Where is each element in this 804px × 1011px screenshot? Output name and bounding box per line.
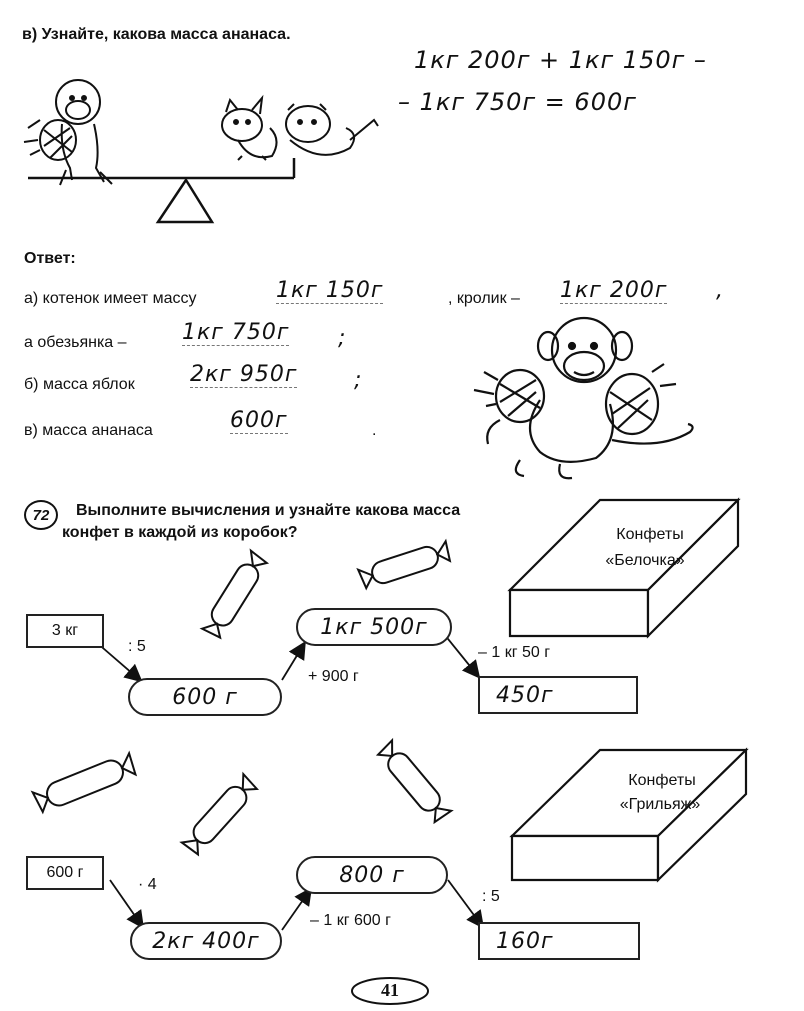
answer-monkey-mass: 1кг 750г [182,320,290,345]
answer-kitten-mass: 1кг 150г [276,278,384,303]
answer-title: Ответ: [24,250,76,267]
box1-label-line-1: Конфеты [616,526,684,543]
chain1-result1: 600 г [172,684,238,710]
chain2-result2-pill [296,856,448,894]
answer-monkey-label: а обезьянка – [24,334,127,351]
chain2-start-value: 600 г [46,864,84,881]
monkey-with-pineapple-illustration [24,80,112,185]
kitten-and-rabbit-illustration [222,98,378,160]
answer-rabbit-mass: 1кг 200г [560,278,668,303]
task-number: 72 [32,506,50,524]
box2-label-line-2: «Грильяж» [619,796,701,813]
chain2-op2: – 1 кг 600 г [310,912,391,929]
page-number: 41 [381,980,399,1000]
answer-pineapple-mass: 600г [230,408,288,433]
task-number-badge [24,500,58,530]
chain1-op2: + 900 г [308,668,359,685]
box2-label-line-1: Конфеты [628,772,696,789]
answer-v-label: в) масса ананаса [24,422,153,439]
chain1-result2: 1кг 500г [320,614,428,640]
chain2-result1: 2кг 400г [152,928,260,954]
monkey-with-apples-illustration [474,318,693,478]
task-text-line-1: Выполните вычисления и узнайте какова масса [76,502,461,519]
answer-b-label: б) масса яблок [24,376,135,393]
chain2-result3-box [478,922,640,960]
calc-line-1: 1кг 200г + 1кг 150г – [414,46,707,74]
chain1-result1-pill [128,678,282,716]
chain1-op1: : 5 [128,638,146,655]
answer-v-period: . [372,422,377,439]
answer-rabbit-label: , кролик – [448,290,520,307]
section-v-heading: в) Узнайте, какова масса ананаса. [22,26,291,43]
answer-a-prefix: а) котенок имеет массу [24,290,197,307]
answer-apples-mass: 2кг 950г [190,362,298,387]
balance-scale-illustration [28,158,294,222]
chain1-result2-pill [296,608,452,646]
chain2-start-box [26,856,104,890]
chain2-op1: · 4 [138,876,157,893]
chain1-start-box [26,614,104,648]
chain1-result3: 450г [496,682,554,708]
chain2-result3: 160г [496,928,554,954]
candy-box-grilyazh-illustration [512,750,746,880]
chain2-op3: : 5 [482,888,500,905]
chain1-result3-box [478,676,638,714]
chain2-result2: 800 г [339,862,405,888]
task-text-line-2: конфет в каждой из коробок? [62,524,298,541]
answer-a-comma: , [716,278,724,303]
chain1-start-value: 3 кг [51,622,79,639]
answer-a-semicolon: ; [338,326,347,351]
chain2-result1-pill [130,922,282,960]
candy-illustrations-bottom [32,740,452,857]
calc-line-2: – 1кг 750г = 600г [398,88,637,116]
answer-b-semicolon: ; [354,368,363,393]
chain1-op3: – 1 кг 50 г [478,644,551,661]
box1-label-line-2: «Белочка» [605,552,685,569]
